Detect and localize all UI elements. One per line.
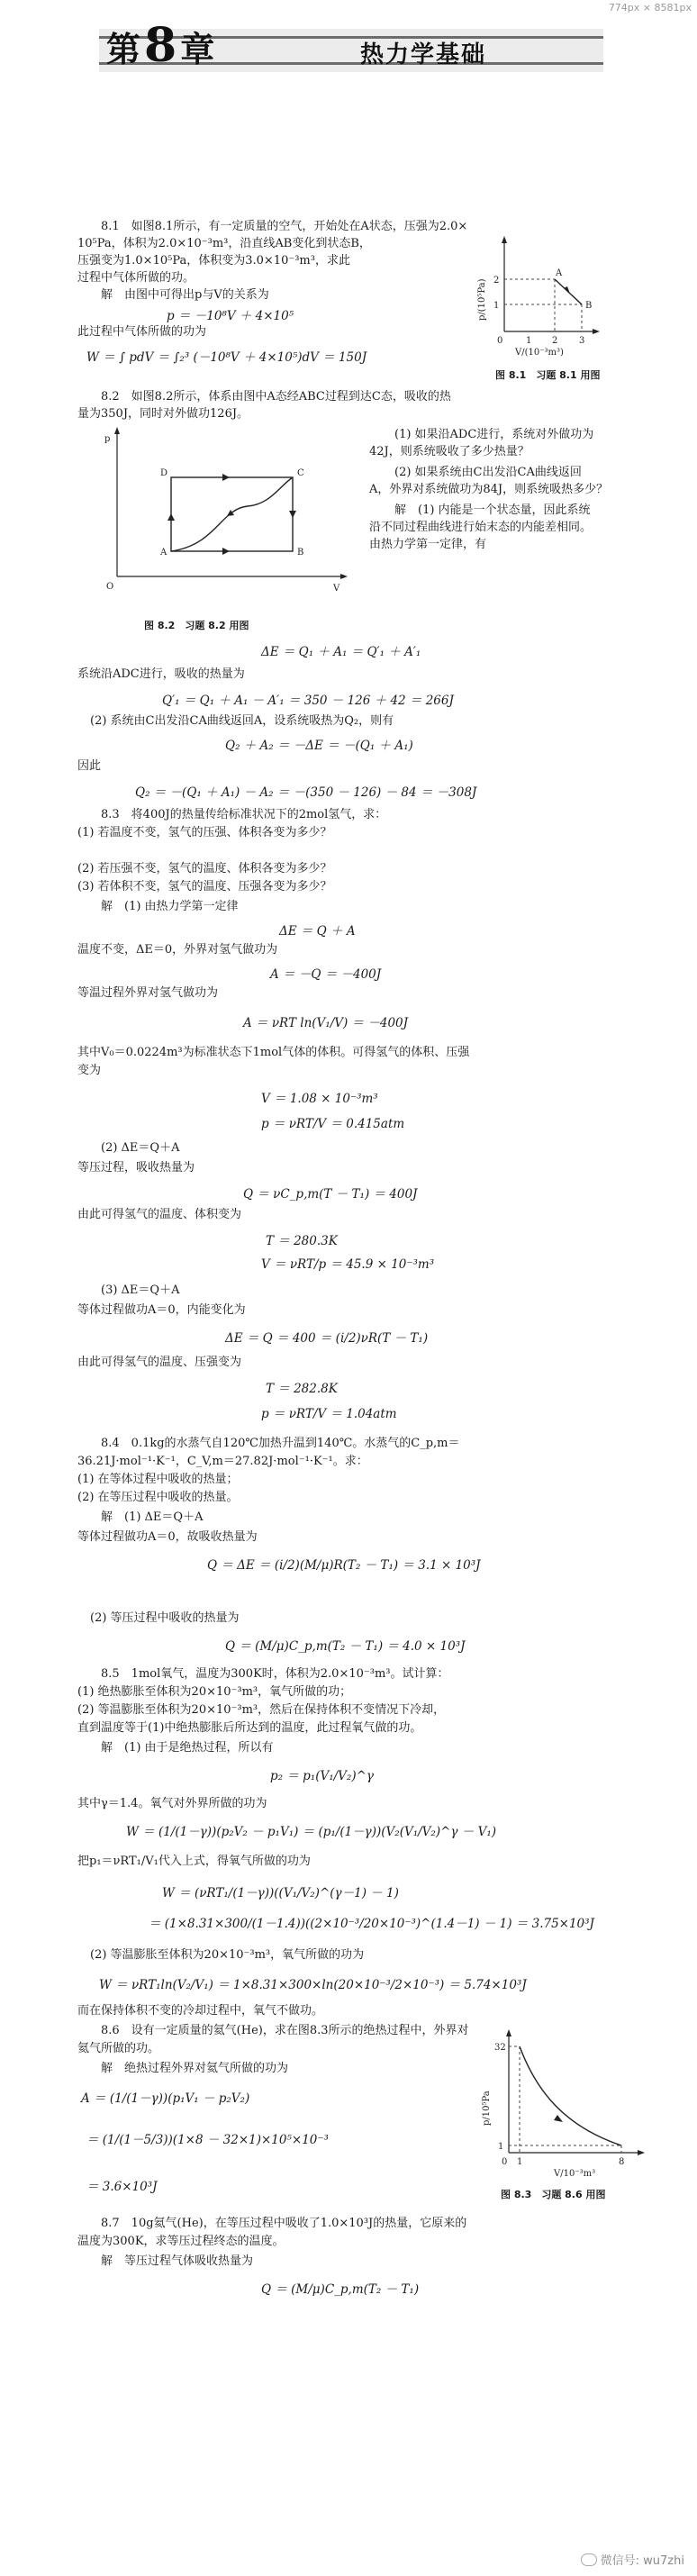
wechat-watermark: 微信号: wu7zhi bbox=[581, 2551, 684, 2568]
text-line: 解 (1) 由于是绝热过程，所以有 bbox=[101, 1741, 274, 1755]
text-line: 而在保持体积不变的冷却过程中，氧气不做功。 bbox=[77, 2004, 324, 2018]
figure-caption: 图 8.2 习题 8.2 用图 bbox=[144, 620, 249, 631]
text-line: 直到温度等于(1)中绝热膨胀后所达到的温度，此过程氧气做的功。 bbox=[77, 1721, 422, 1735]
equation: W ＝ ∫ pdV ＝ ∫₂³ (－10⁸V ＋ 4×10⁵)dV ＝ 150J bbox=[86, 350, 367, 365]
text-line: 解 (1) 由热力学第一定律 bbox=[101, 900, 239, 913]
text-line: 因此 bbox=[77, 759, 102, 773]
tick-label: 32 bbox=[494, 2043, 506, 2053]
equation: Q ＝ (M/μ)C_p,m(T₂ － T₁) ＝ 4.0 × 10³J bbox=[225, 1639, 466, 1654]
text-line: 8.4 0.1kg的水蒸气自120℃加热升温到140℃。水蒸气的C_p,m＝ bbox=[101, 1437, 460, 1450]
equation: p ＝ －10⁸V ＋ 4×10⁵ bbox=[167, 309, 294, 323]
x-axis-label: V/(10⁻³m³) bbox=[515, 348, 564, 358]
tick-label: 1 bbox=[526, 336, 532, 346]
equation: V ＝ νRT/p ＝ 45.9 × 10⁻³m³ bbox=[261, 1257, 435, 1272]
text-line: (2) 系统由C出发沿CA曲线返回A，设系统吸热为Q₂，则有 bbox=[90, 714, 394, 728]
equation: Q ＝ νC_p,m(T － T₁) ＝ 400J bbox=[243, 1187, 418, 1202]
p-axis-label: p bbox=[104, 434, 111, 444]
tick-label: 0 bbox=[497, 336, 503, 346]
text-line: 此过程中气体所做的功为 bbox=[77, 325, 207, 339]
equation: W ＝ (1/(1－γ))(p₂V₂ － p₁V₁) ＝ (p₁/(1－γ))(V₂(V₁/V₂)^γ － V₁) bbox=[126, 1825, 496, 1839]
text-line: (2) 等压过程中吸收的热量为 bbox=[90, 1611, 240, 1625]
text-line: (2) 等温膨胀至体积为20×10⁻³m³，然后在保持体积不变情况下冷却， bbox=[77, 1703, 446, 1717]
equation: ΔE ＝ Q₁ ＋ A₁ ＝ Q′₁ ＋ A′₁ bbox=[261, 645, 421, 659]
text-line: (3) 若体积不变，氢气的温度、压强各变为多少？ bbox=[77, 880, 332, 893]
text-line: 沿不同过程曲线进行始末态的内能差相同。 bbox=[369, 521, 593, 534]
equation: Q′₁ ＝ Q₁ ＋ A₁ － A′₁ ＝ 350 － 126 ＋ 42 ＝ 266J bbox=[162, 694, 454, 708]
text-line: 8.1 如图8.1所示，有一定质量的空气，开始处在A状态，压强为2.0× bbox=[101, 220, 468, 233]
text-line: 8.6 设有一定质量的氦气(He)，求在图8.3所示的绝热过程中，外界对 bbox=[101, 2024, 469, 2037]
text-line: 变为 bbox=[77, 1064, 102, 1077]
equation: A ＝ νRT ln(V₁/V) ＝ －400J bbox=[243, 1016, 409, 1030]
equation: ＝ (1/(1－5/3))(1×8 － 32×1)×10⁵×10⁻³ bbox=[86, 2133, 329, 2147]
text-line: 解 由图中可得出p与V的关系为 bbox=[101, 288, 269, 302]
text-line: 由此可得氢气的温度、体积变为 bbox=[77, 1208, 242, 1221]
wechat-icon bbox=[581, 2553, 597, 2566]
point-c-label: C bbox=[297, 468, 304, 478]
equation: ＝ (1×8.31×300/(1－1.4))((2×10⁻³/20×10⁻³)^(1.4－1) － 1) ＝ 3.75×10³J bbox=[149, 1917, 594, 1931]
text-line: 10⁵Pa，体积为2.0×10⁻³m³，沿直线AB变化到状态B， bbox=[77, 237, 371, 250]
figure-caption: 图 8.3 习题 8.6 用图 bbox=[501, 2189, 606, 2200]
text-line: 温度不变，ΔE＝0，外界对氢气做功为 bbox=[77, 943, 278, 957]
text-line: 过程中气体所做的功。 bbox=[77, 271, 195, 285]
equation: A ＝ (1/(1－γ))(p₁V₁ － p₂V₂) bbox=[81, 2091, 250, 2106]
tick-label: 0 bbox=[502, 2157, 508, 2167]
point-b-label: B bbox=[585, 301, 593, 311]
tick-label: 3 bbox=[579, 336, 585, 346]
figure-8-3-adiabatic-curve bbox=[473, 2027, 653, 2180]
text-line: 42J，则系统吸收了多少热量？ bbox=[369, 445, 530, 458]
text-line: 等体过程做功A＝0，故吸收热量为 bbox=[77, 1530, 258, 1544]
text-line: 由此可得氢气的温度、压强变为 bbox=[77, 1356, 242, 1369]
equation: Q ＝ ΔE ＝ (i/2)(M/μ)R(T₂ － T₁) ＝ 3.1 × 10³J bbox=[207, 1558, 481, 1573]
text-line: 其中γ＝1.4。氧气对外界所做的功为 bbox=[77, 1797, 267, 1810]
equation: T ＝ 282.8K bbox=[266, 1382, 338, 1396]
text-line: 量为350J，同时对外做功126J。 bbox=[77, 407, 249, 421]
tick-label: 2 bbox=[493, 276, 500, 286]
text-line: (2) ΔE＝Q＋A bbox=[101, 1141, 180, 1155]
image-size-label: 774px × 8581px bbox=[608, 2, 692, 14]
tick-label: 1 bbox=[493, 301, 500, 311]
text-line: 8.7 10g氦气(He)，在等压过程中吸收了1.0×10³J的热量，它原来的 bbox=[101, 2217, 467, 2230]
text-line: 温度为300K，求等压过程终态的温度。 bbox=[77, 2235, 285, 2248]
text-line: 等体过程做功A＝0，内能变化为 bbox=[77, 1303, 246, 1317]
text-line: (3) ΔE＝Q＋A bbox=[101, 1283, 180, 1297]
y-axis-label: p/10⁵Pa bbox=[482, 2091, 492, 2126]
point-d-label: D bbox=[160, 468, 168, 478]
equation: W ＝ (νRT₁/(1－γ))((V₁/V₂)^(γ－1) － 1) bbox=[162, 1886, 399, 1900]
equation: ΔE ＝ Q ＝ 400 ＝ (i/2)νR(T － T₁) bbox=[225, 1331, 429, 1346]
equation: p ＝ νRT/V ＝ 0.415atm bbox=[261, 1117, 405, 1131]
equation: W ＝ νRT₁ln(V₂/V₁) ＝ 1×8.31×300×ln(20×10⁻³/2×10⁻³) ＝ 5.74×10³J bbox=[99, 1978, 527, 1992]
text-line: 解 等压过程气体吸收热量为 bbox=[101, 2254, 254, 2268]
origin-label: O bbox=[106, 582, 114, 592]
text-line: 压强变为1.0×10⁵Pa，体积变为3.0×10⁻³m³，求此 bbox=[77, 254, 350, 268]
text-line: (1) 若温度不变，氢气的压强、体积各变为多少？ bbox=[77, 826, 332, 839]
tick-label: 1 bbox=[498, 2142, 504, 2152]
tick-label: 8 bbox=[619, 2157, 625, 2167]
x-axis-label: V/10⁻³m³ bbox=[554, 2169, 596, 2179]
text-line: 由热力学第一定律，有 bbox=[369, 538, 487, 551]
equation: p ＝ νRT/V ＝ 1.04atm bbox=[261, 1407, 397, 1421]
figure-8-2-pv-diagram bbox=[81, 423, 351, 603]
text-line: 其中V₀＝0.0224m³为标准状态下1mol气体的体积。可得氢气的体积、压强 bbox=[77, 1046, 470, 1059]
figure-caption: 图 8.1 习题 8.1 用图 bbox=[495, 369, 601, 381]
text-line: (2) 如果系统由C出发沿CA曲线返回 bbox=[394, 466, 582, 479]
equation: ＝ 3.6×10³J bbox=[86, 2180, 158, 2194]
tick-label: 2 bbox=[552, 336, 558, 346]
equation: V ＝ 1.08 × 10⁻³m³ bbox=[261, 1092, 378, 1106]
text-line: 解 (1) ΔE＝Q＋A bbox=[101, 1510, 204, 1524]
point-a-label: A bbox=[556, 268, 563, 278]
text-line: 系统沿ADC进行，吸收的热量为 bbox=[77, 667, 245, 681]
v-axis-label: V bbox=[333, 584, 340, 594]
text-line: 8.5 1mol氧气，温度为300K时，体积为2.0×10⁻³m³。试计算： bbox=[101, 1667, 449, 1681]
text-line: (1) 在等体过程中吸收的热量； bbox=[77, 1473, 239, 1486]
text-line: (2) 等温膨胀至体积为20×10⁻³m³，氧气所做的功为 bbox=[90, 1948, 365, 1962]
text-line: (2) 在等压过程中吸收的热量。 bbox=[77, 1491, 239, 1504]
text-line: 解 (1) 内能是一个状态量，因此系统 bbox=[394, 503, 591, 517]
text-line: 解 绝热过程外界对氦气所做的功为 bbox=[101, 2062, 289, 2075]
equation: p₂ ＝ p₁(V₁/V₂)^γ bbox=[270, 1769, 374, 1783]
y-axis-label: p/(10⁵Pa) bbox=[477, 278, 487, 321]
text-line: 8.3 将400J的热量传给标准状况下的2mol氢气，求： bbox=[101, 808, 387, 821]
text-line: 等压过程，吸收热量为 bbox=[77, 1161, 195, 1175]
equation: ΔE ＝ Q ＋ A bbox=[279, 924, 356, 939]
tick-label: 1 bbox=[517, 2157, 523, 2167]
point-a-label: A bbox=[160, 548, 167, 558]
text-line: 等温过程外界对氢气做功为 bbox=[77, 986, 219, 1000]
text-line: (1) 如果沿ADC进行，系统对外做功为 bbox=[394, 428, 594, 441]
equation: A ＝ －Q ＝ －400J bbox=[270, 967, 382, 982]
point-b-label: B bbox=[297, 548, 304, 558]
text-line: (1) 绝热膨胀至体积为20×10⁻³m³，氧气所做的功； bbox=[77, 1685, 352, 1699]
text-line: (2) 若压强不变，氢气的温度、体积各变为多少？ bbox=[77, 862, 332, 875]
equation: T ＝ 280.3K bbox=[266, 1234, 338, 1248]
text-line: 把p₁＝νRT₁/V₁代入上式，得氧气所做的功为 bbox=[77, 1855, 311, 1868]
text-line: A，外界对系统做功为84J，则系统吸热多少？ bbox=[369, 483, 609, 496]
equation: Q₂ ＝ －(Q₁ ＋ A₁) － A₂ ＝ －(350 － 126) － 84 ＝ －308J bbox=[135, 785, 477, 800]
figure-8-1-pv-diagram bbox=[468, 232, 603, 358]
text-line: 36.21J·mol⁻¹·K⁻¹，C_V,m＝27.82J·mol⁻¹·K⁻¹。求： bbox=[77, 1455, 368, 1468]
text-line: 氦气所做的功。 bbox=[77, 2042, 160, 2055]
text-line: 8.2 如图8.2所示，体系由图中A态经ABC过程到达C态，吸收的热 bbox=[101, 390, 451, 404]
equation: Q ＝ (M/μ)C_p,m(T₂ － T₁) bbox=[261, 2282, 420, 2297]
chapter-number: 第8章 bbox=[106, 18, 219, 73]
chapter-title: 热力学基础 bbox=[360, 41, 487, 68]
equation: Q₂ ＋ A₂ ＝ －ΔE ＝ －(Q₁ ＋ A₁) bbox=[225, 739, 413, 753]
